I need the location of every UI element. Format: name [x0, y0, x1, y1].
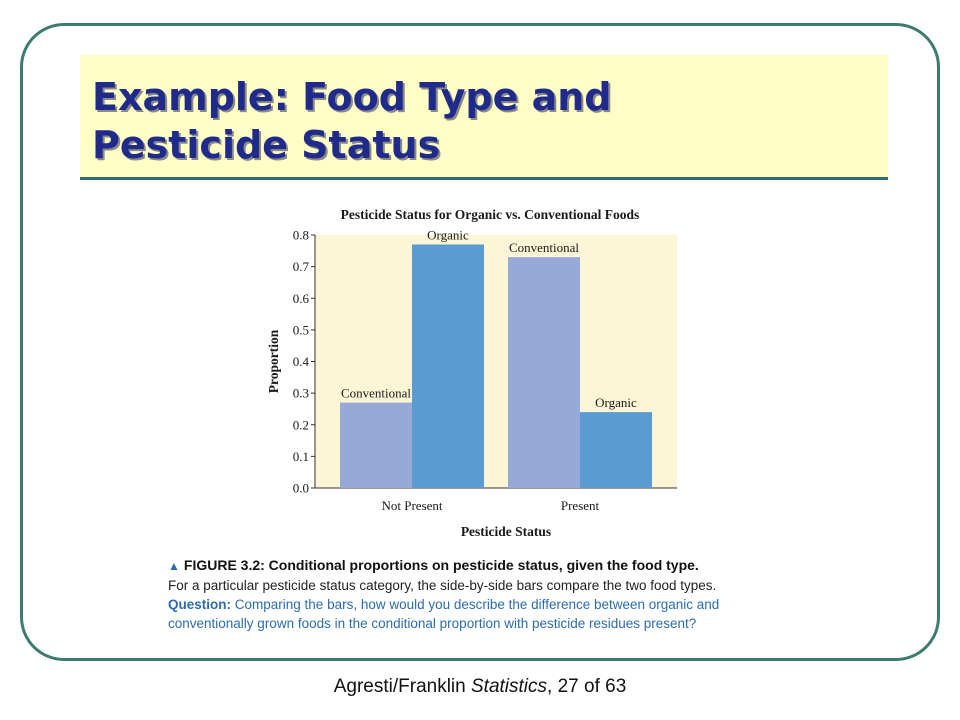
bar-conventional-not-present: [340, 403, 412, 488]
x-tick-label: Not Present: [381, 498, 443, 513]
slide-footer: [0, 676, 960, 698]
slide-title-line2: Pesticide Status: [92, 123, 441, 167]
footer-prefix: Agresti/Franklin: [333, 676, 471, 697]
bar-organic-present: [580, 412, 652, 488]
caption-description: For a particular pesticide status category, the side-by-side bars compare the two food types.: [168, 578, 717, 593]
bar-data-label: Organic: [595, 395, 637, 411]
caption-question-text: Comparing the bars, how would you describe the difference between organic and conventionally grown foods in the conditional proportion with pesticide residues present?: [168, 597, 720, 631]
bar-chart: [240, 195, 700, 545]
bar-data-label: Conventional: [340, 385, 412, 401]
bar-data-label: Conventional: [508, 240, 580, 256]
y-tick-label: 0.8: [292, 227, 309, 243]
bar-conventional-present: [508, 257, 580, 488]
footer-page: , 27 of 63: [547, 676, 627, 697]
bar-organic-not-present: [412, 244, 484, 488]
y-tick-label: 0.6: [292, 290, 309, 306]
y-tick-label: 0.5: [292, 322, 309, 338]
y-tick-label: 0.3: [292, 385, 309, 401]
title-divider: [80, 177, 888, 180]
slide-title-line1: Example: Food Type and: [92, 75, 612, 119]
triangle-icon: ▲: [168, 559, 180, 573]
x-tick-label: Present: [560, 498, 600, 513]
y-tick-label: 0.2: [292, 417, 309, 433]
footer-book-title: Statistics: [471, 676, 548, 697]
bar-data-label: Organic: [427, 227, 469, 243]
y-axis-label: Proportion: [266, 329, 281, 394]
y-tick-label: 0.1: [292, 448, 309, 464]
y-tick-label: 0.4: [292, 354, 309, 369]
caption-question-label: Question:: [168, 597, 231, 612]
y-tick-label: 0.7: [292, 259, 309, 275]
slide-title: [92, 73, 872, 169]
x-axis-label: Pesticide Status: [460, 524, 552, 539]
chart-title: Pesticide Status for Organic vs. Conventional Foods: [340, 207, 640, 222]
y-tick-label: 0.0: [292, 480, 309, 496]
figure-caption: [168, 556, 808, 633]
caption-figure-title: FIGURE 3.2: Conditional proportions on pesticide status, given the food type.: [183, 557, 699, 573]
